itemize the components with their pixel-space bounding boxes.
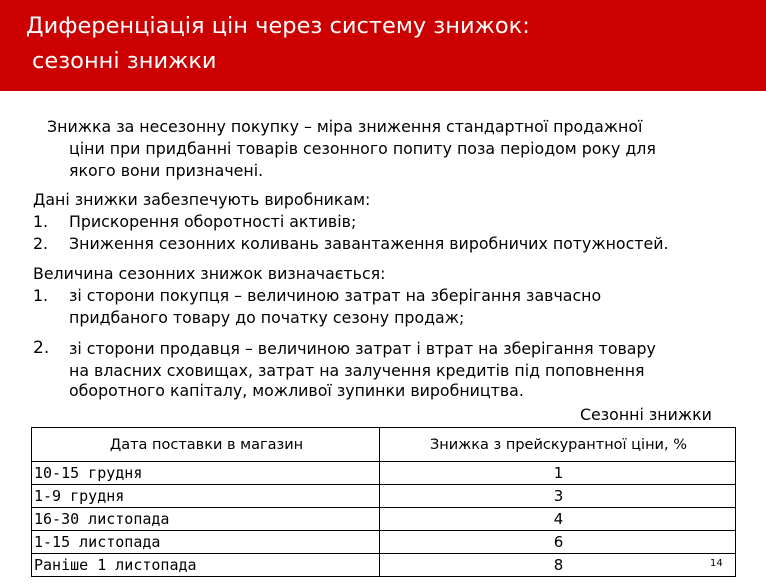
date-cell: 1-15 листопада — [32, 531, 380, 554]
discount-cell: 3 — [380, 485, 736, 508]
size-item-2-number: 2. — [33, 338, 50, 358]
size-item-1-number: 1. — [33, 286, 49, 305]
table-row — [32, 462, 736, 485]
benefit-1-number: 1. — [33, 212, 49, 231]
column-header-discount: Знижка з прейскурантної ціни, % — [380, 428, 736, 462]
discount-cell: 4 — [380, 508, 736, 531]
benefit-2-text: Зниження сезонних коливань завантаження виробничих потужностей. — [69, 234, 669, 253]
benefit-1-text: Прискорення оборотності активів; — [69, 212, 357, 231]
size-item-1-line1: зі сторони покупця – величиною затрат на зберігання завчасно — [69, 286, 602, 305]
date-cell: 16-30 листопада — [32, 508, 380, 531]
table-caption: Сезонні знижки — [580, 405, 712, 424]
table-header-row — [32, 428, 736, 462]
slide-title-line1: Диференціація цін через систему знижок: — [26, 13, 530, 39]
benefits-heading: Дані знижки забезпечують виробникам: — [33, 190, 371, 209]
size-item-1-line2: придбаного товару до початку сезону продаж; — [69, 308, 465, 327]
date-cell: Раніше 1 листопада — [32, 554, 380, 577]
table-row — [32, 554, 736, 577]
title-banner — [0, 0, 766, 91]
slide-title-line2: сезонні знижки — [32, 48, 217, 74]
discount-cell: 8 — [380, 554, 736, 577]
discount-cell: 1 — [380, 462, 736, 485]
size-item-2-line2: на власних сховищах, затрат на залучення кредитів під поповнення — [69, 361, 645, 380]
page-number: 14 — [710, 558, 723, 569]
seasonal-discount-table — [31, 427, 736, 577]
table-row — [32, 531, 736, 554]
date-cell: 1-9 грудня — [32, 485, 380, 508]
discount-cell: 6 — [380, 531, 736, 554]
intro-line3: якого вони призначені. — [69, 161, 264, 180]
benefit-2-number: 2. — [33, 234, 49, 253]
intro-line2: ціни при придбанні товарів сезонного попиту поза періодом року для — [69, 139, 656, 158]
size-heading: Величина сезонних знижок визначається: — [33, 264, 386, 283]
table-row — [32, 485, 736, 508]
size-item-2-line1: зі сторони продавця – величиною затрат і втрат на зберігання товару — [69, 339, 656, 358]
date-cell: 10-15 грудня — [32, 462, 380, 485]
intro-line1: Знижка за несезонну покупку – міра зниження стандартної продажної — [47, 117, 643, 136]
column-header-date: Дата поставки в магазин — [32, 428, 380, 462]
table-row — [32, 508, 736, 531]
size-item-2-line3: оборотного капіталу, можливої зупинки виробництва. — [69, 381, 524, 400]
